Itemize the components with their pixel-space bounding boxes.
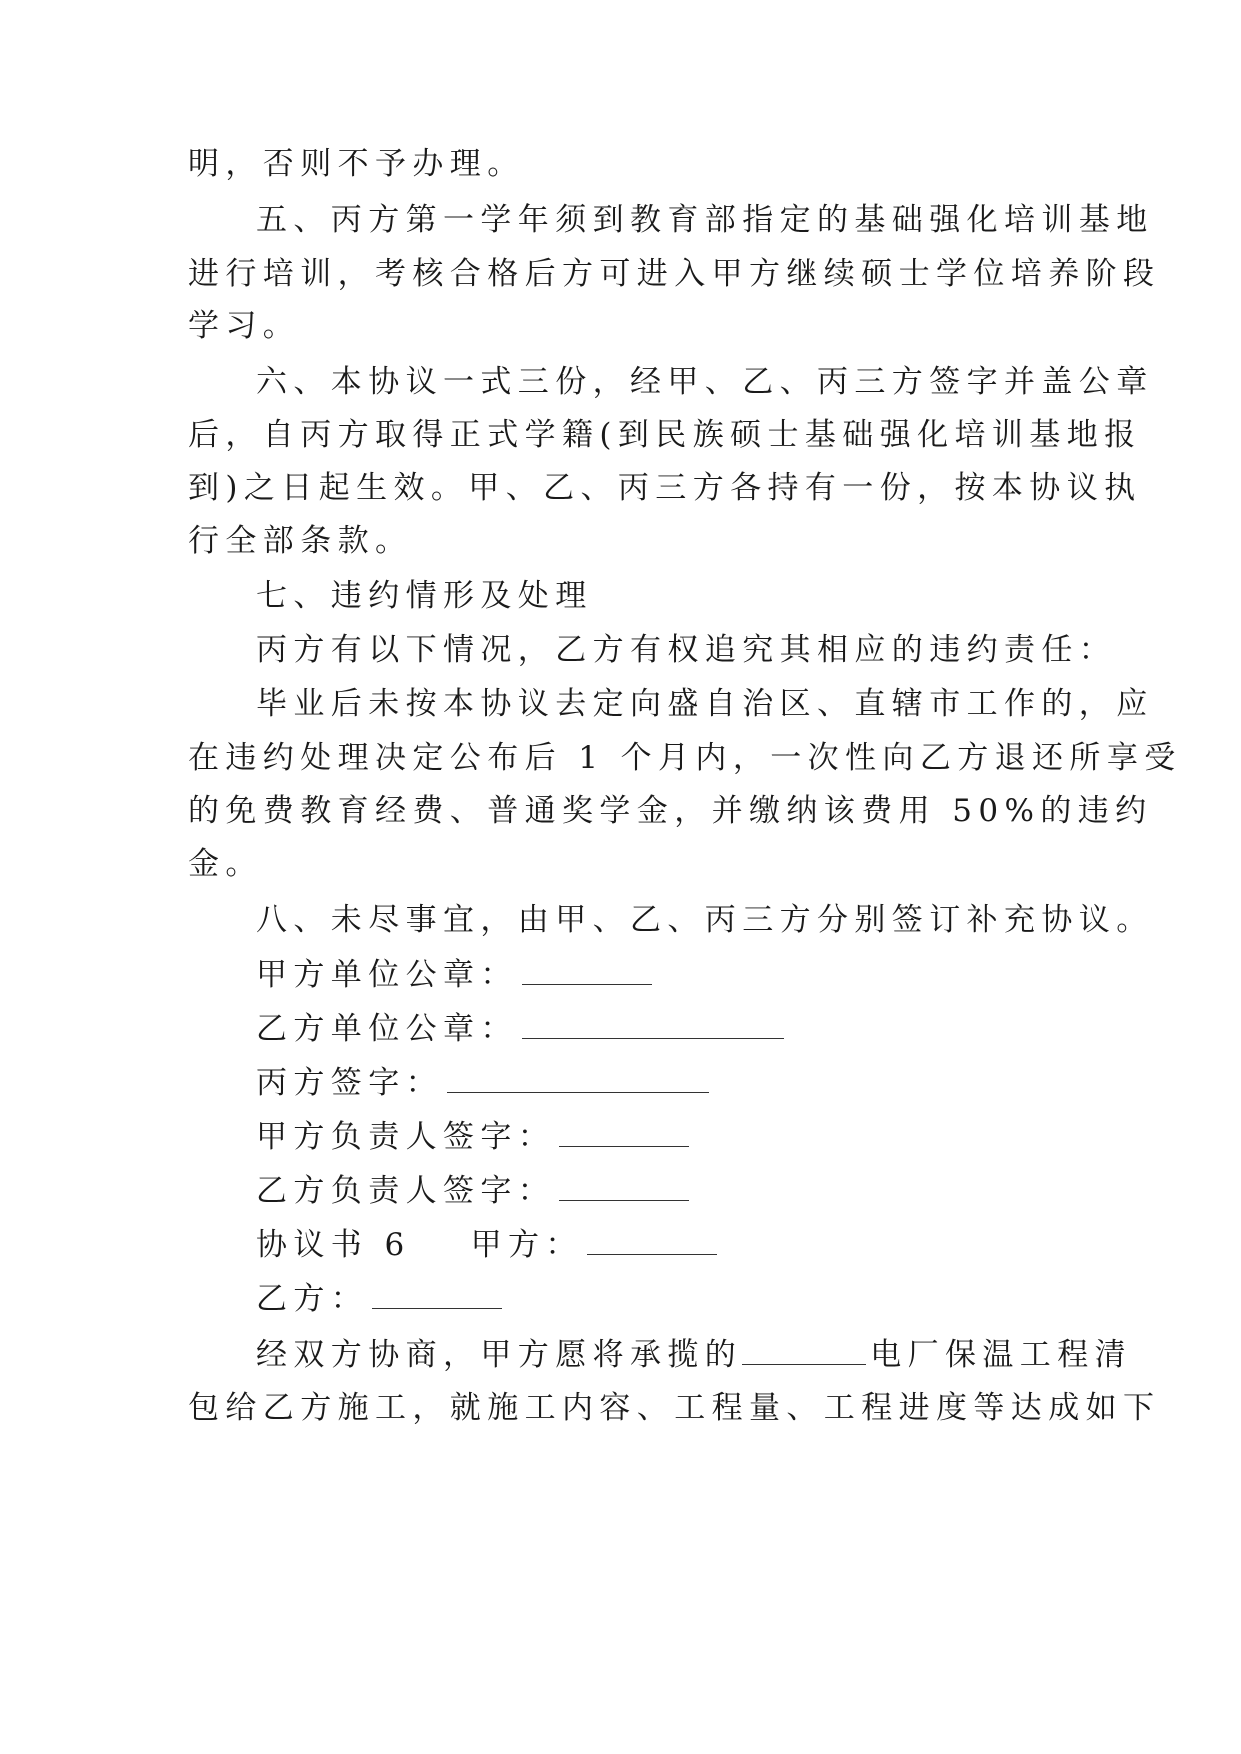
party-a-blank [587, 1224, 717, 1255]
text-line: 行全部条款。 [188, 523, 413, 559]
party-a-label: 甲方： [470, 1227, 583, 1263]
para-start: 经双方协商，甲方愿将承揽的 [256, 1337, 743, 1373]
party-b-head-sign-label: 乙方负责人签字： [256, 1173, 556, 1209]
clause-5-line: 五、丙方第一学年须到教育部指定的基础强化培训基地 [256, 202, 1154, 238]
text-line: 的免费教育经费、普通奖学金，并缴纳该费用 50%的违约 [188, 793, 1153, 829]
party-a-seal-row [256, 954, 652, 994]
party-a-head-sign-row [256, 1116, 689, 1156]
party-b-label: 乙方： [256, 1281, 369, 1317]
party-a-seal-label: 甲方单位公章： [256, 957, 518, 993]
agreement-6-para-line1 [256, 1334, 1132, 1374]
party-a-head-sign-label: 甲方负责人签字： [256, 1119, 556, 1155]
party-b-head-sign-blank [559, 1170, 689, 1201]
party-b-blank [372, 1278, 502, 1309]
party-c-sign-blank [447, 1062, 709, 1093]
clause-6-line: 六、本协议一式三份，经甲、乙、丙三方签字并盖公章 [256, 364, 1154, 400]
party-b-seal-row [256, 1008, 784, 1048]
party-b-row [256, 1278, 502, 1318]
party-c-sign-label: 丙方签字： [256, 1065, 443, 1101]
text-line: 进行培训，考核合格后方可进入甲方继续硕士学位培养阶段 [188, 256, 1161, 292]
text-line: 毕业后未按本协议去定向盛自治区、直辖市工作的，应 [256, 686, 1154, 722]
text-line: 后，自丙方取得正式学籍(到民族硕士基础强化培训基地报 [188, 417, 1142, 453]
text-line: 金。 [188, 846, 263, 882]
party-a-head-sign-blank [559, 1116, 689, 1147]
agreement-6-heading: 协议书 6 [256, 1227, 411, 1263]
party-c-sign-row [256, 1062, 709, 1102]
text-line: 到)之日起生效。甲、乙、丙三方各持有一份，按本协议执 [188, 470, 1142, 506]
project-name-blank [742, 1334, 866, 1365]
text-line: 在违约处理决定公布后 1 个月内，一次性向乙方退还所享受 [188, 740, 1182, 776]
clause-8-line: 八、未尽事宜，由甲、乙、丙三方分别签订补充协议。 [256, 902, 1154, 938]
agreement-6-para-line2: 包给乙方施工，就施工内容、工程量、工程进度等达成如下 [188, 1390, 1161, 1426]
party-b-seal-blank [522, 1008, 784, 1039]
text-line: 学习。 [188, 308, 301, 344]
party-b-seal-label: 乙方单位公章： [256, 1011, 518, 1047]
agreement-6-heading-row [256, 1224, 717, 1264]
clause-7-heading: 七、违约情形及处理 [256, 578, 593, 614]
party-b-head-sign-row [256, 1170, 689, 1210]
party-a-seal-blank [522, 954, 652, 985]
text-line: 明，否则不予办理。 [188, 146, 525, 182]
para-mid: 电厂保温工程清 [870, 1337, 1133, 1373]
text-line: 丙方有以下情况，乙方有权追究其相应的违约责任： [256, 632, 1117, 668]
